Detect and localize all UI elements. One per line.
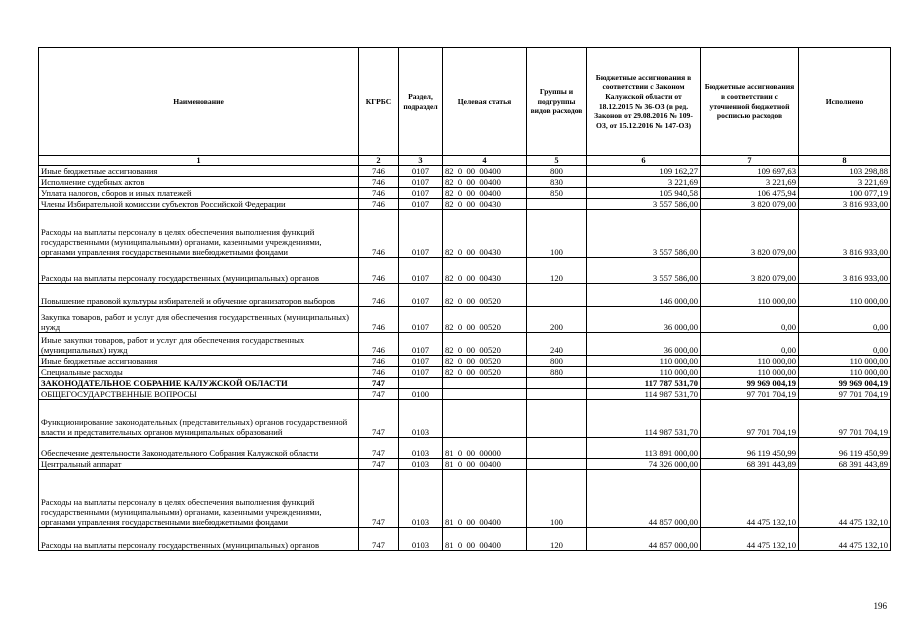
column-number: 1	[39, 156, 359, 166]
cell-section: 0107	[399, 166, 443, 177]
cell-law: 3 557 586,00	[587, 258, 701, 284]
cell-plan: 99 969 004,19	[701, 378, 799, 389]
cell-law: 74 326 000,00	[587, 459, 701, 470]
cell-done: 44 475 132,10	[799, 470, 891, 528]
cell-group: 100	[527, 210, 587, 258]
table-row	[39, 210, 891, 258]
cell-done: 68 391 443,89	[799, 459, 891, 470]
cell-kgrbs: 746	[359, 333, 399, 356]
cell-plan: 0,00	[701, 307, 799, 333]
column-number: 5	[527, 156, 587, 166]
column-number: 3	[399, 156, 443, 166]
cell-target	[443, 389, 527, 400]
table-row	[39, 307, 891, 333]
cell-law: 105 940,58	[587, 188, 701, 199]
cell-name: Расходы на выплаты персоналу в целях обеспечения выполнения функций государственными (муниципальными) органами, казенными учреждениями, органами управления государственными внебюджетными фондами	[39, 470, 359, 528]
cell-plan: 3 820 079,00	[701, 258, 799, 284]
cell-plan: 97 701 704,19	[701, 400, 799, 438]
table-row	[39, 367, 891, 378]
cell-law: 110 000,00	[587, 356, 701, 367]
cell-target: 82 0 00 00430	[443, 199, 527, 210]
cell-section: 0107	[399, 356, 443, 367]
cell-law: 114 987 531,70	[587, 400, 701, 438]
cell-done: 110 000,00	[799, 356, 891, 367]
table-row	[39, 528, 891, 551]
column-number: 6	[587, 156, 701, 166]
cell-name: Обеспечение деятельности Законодательного Собрания Калужской области	[39, 438, 359, 459]
table-row	[39, 438, 891, 459]
column-number: 7	[701, 156, 799, 166]
cell-kgrbs: 747	[359, 400, 399, 438]
table-row	[39, 459, 891, 470]
cell-law: 44 857 000,00	[587, 528, 701, 551]
table-row	[39, 400, 891, 438]
cell-done: 100 077,19	[799, 188, 891, 199]
cell-name: Расходы на выплаты персоналу в целях обеспечения выполнения функций государственными (муниципальными) органами, казенными учреждениями, органами управления государственными внебюджетными фондами	[39, 210, 359, 258]
cell-group: 830	[527, 177, 587, 188]
cell-section: 0103	[399, 459, 443, 470]
column-number-row	[39, 156, 891, 166]
cell-plan: 97 701 704,19	[701, 389, 799, 400]
page-number: 196	[873, 601, 887, 611]
cell-name: Функционирование законодательных (представительных) органов государственной власти и представительных органов муниципальных образований	[39, 400, 359, 438]
table-row	[39, 470, 891, 528]
cell-done: 3 816 933,00	[799, 199, 891, 210]
cell-law: 109 162,27	[587, 166, 701, 177]
header-plan-allocations: Бюджетные ассигнования в соответствии с уточненной бюджетной росписью расходов	[701, 48, 799, 156]
cell-name: Закупка товаров, работ и услуг для обеспечения государственных (муниципальных) нужд	[39, 307, 359, 333]
cell-group	[527, 199, 587, 210]
cell-law: 36 000,00	[587, 307, 701, 333]
cell-group	[527, 389, 587, 400]
cell-section: 0103	[399, 470, 443, 528]
cell-name: Иные бюджетные ассигнования	[39, 166, 359, 177]
cell-section	[399, 378, 443, 389]
cell-law: 3 221,69	[587, 177, 701, 188]
cell-section: 0107	[399, 333, 443, 356]
cell-kgrbs: 747	[359, 389, 399, 400]
cell-done: 110 000,00	[799, 367, 891, 378]
cell-group: 880	[527, 367, 587, 378]
cell-group: 200	[527, 307, 587, 333]
cell-law: 113 891 000,00	[587, 438, 701, 459]
column-number: 8	[799, 156, 891, 166]
table-row	[39, 188, 891, 199]
cell-kgrbs: 746	[359, 367, 399, 378]
cell-done: 0,00	[799, 307, 891, 333]
cell-done: 97 701 704,19	[799, 400, 891, 438]
cell-law: 3 557 586,00	[587, 210, 701, 258]
budget-table	[38, 47, 891, 551]
cell-kgrbs: 747	[359, 459, 399, 470]
table-row	[39, 333, 891, 356]
cell-done: 3 816 933,00	[799, 258, 891, 284]
cell-name: Повышение правовой культуры избирателей и обучение организаторов выборов	[39, 284, 359, 307]
cell-section: 0103	[399, 528, 443, 551]
cell-name: ЗАКОНОДАТЕЛЬНОЕ СОБРАНИЕ КАЛУЖСКОЙ ОБЛАСТИ	[39, 378, 359, 389]
cell-target: 82 0 00 00400	[443, 188, 527, 199]
table-row	[39, 378, 891, 389]
cell-plan: 3 820 079,00	[701, 210, 799, 258]
cell-target: 82 0 00 00400	[443, 177, 527, 188]
cell-kgrbs: 746	[359, 258, 399, 284]
header-groups: Группы и подгруппы видов расходов	[527, 48, 587, 156]
cell-section: 0103	[399, 400, 443, 438]
cell-group	[527, 378, 587, 389]
cell-kgrbs: 746	[359, 199, 399, 210]
cell-group: 850	[527, 188, 587, 199]
column-number: 2	[359, 156, 399, 166]
cell-name: Исполнение судебных актов	[39, 177, 359, 188]
cell-target: 82 0 00 00520	[443, 367, 527, 378]
cell-plan: 109 697,63	[701, 166, 799, 177]
cell-name: Расходы на выплаты персоналу государственных (муниципальных) органов	[39, 528, 359, 551]
cell-target: 81 0 00 00400	[443, 528, 527, 551]
cell-plan: 106 475,94	[701, 188, 799, 199]
cell-name: Уплата налогов, сборов и иных платежей	[39, 188, 359, 199]
cell-kgrbs: 746	[359, 307, 399, 333]
cell-done: 3 816 933,00	[799, 210, 891, 258]
cell-section: 0100	[399, 389, 443, 400]
cell-target: 82 0 00 00430	[443, 258, 527, 284]
cell-name: Члены Избирательной комиссии субъектов Российской Федерации	[39, 199, 359, 210]
table-row	[39, 199, 891, 210]
cell-law: 36 000,00	[587, 333, 701, 356]
cell-law: 110 000,00	[587, 367, 701, 378]
table-row	[39, 166, 891, 177]
cell-section: 0107	[399, 367, 443, 378]
cell-name: Иные закупки товаров, работ и услуг для обеспечения государственных (муниципальных) нужд	[39, 333, 359, 356]
cell-section: 0107	[399, 177, 443, 188]
cell-kgrbs: 746	[359, 210, 399, 258]
cell-plan: 3 221,69	[701, 177, 799, 188]
cell-kgrbs: 746	[359, 166, 399, 177]
cell-target	[443, 378, 527, 389]
cell-section: 0107	[399, 284, 443, 307]
cell-law: 44 857 000,00	[587, 470, 701, 528]
cell-plan: 44 475 132,10	[701, 470, 799, 528]
header-section: Раздел, подраздел	[399, 48, 443, 156]
cell-done: 0,00	[799, 333, 891, 356]
cell-kgrbs: 747	[359, 378, 399, 389]
cell-group: 240	[527, 333, 587, 356]
header-executed: Исполнено	[799, 48, 891, 156]
cell-plan: 110 000,00	[701, 356, 799, 367]
cell-law: 146 000,00	[587, 284, 701, 307]
cell-group	[527, 400, 587, 438]
cell-section: 0107	[399, 199, 443, 210]
cell-section: 0107	[399, 258, 443, 284]
cell-name: Иные бюджетные ассигнования	[39, 356, 359, 367]
cell-group: 120	[527, 528, 587, 551]
cell-kgrbs: 746	[359, 356, 399, 367]
cell-group: 800	[527, 356, 587, 367]
cell-plan: 68 391 443,89	[701, 459, 799, 470]
header-law-allocations: Бюджетные ассигнования в соответствии с Законом Калужской области от 18.12.2015 № 36-ОЗ (в ред. Законов от 29.08.2016 № 109-ОЗ, от 15.12.2016 № 147-ОЗ)	[587, 48, 701, 156]
cell-group	[527, 284, 587, 307]
header-kgrbs: КГРБС	[359, 48, 399, 156]
cell-target: 81 0 00 00400	[443, 459, 527, 470]
cell-kgrbs: 747	[359, 438, 399, 459]
column-number: 4	[443, 156, 527, 166]
cell-section: 0107	[399, 307, 443, 333]
cell-name: Центральный аппарат	[39, 459, 359, 470]
header-row	[39, 48, 891, 156]
table-row	[39, 177, 891, 188]
cell-target: 82 0 00 00520	[443, 307, 527, 333]
cell-done: 110 000,00	[799, 284, 891, 307]
cell-target: 82 0 00 00520	[443, 356, 527, 367]
cell-done: 97 701 704,19	[799, 389, 891, 400]
table-row	[39, 284, 891, 307]
cell-target: 82 0 00 00400	[443, 166, 527, 177]
cell-plan: 110 000,00	[701, 367, 799, 378]
table-row	[39, 389, 891, 400]
header-target: Целевая статья	[443, 48, 527, 156]
cell-target: 82 0 00 00430	[443, 210, 527, 258]
cell-section: 0107	[399, 210, 443, 258]
cell-done: 96 119 450,99	[799, 438, 891, 459]
cell-group: 100	[527, 470, 587, 528]
cell-law: 114 987 531,70	[587, 389, 701, 400]
cell-section: 0107	[399, 188, 443, 199]
cell-done: 99 969 004,19	[799, 378, 891, 389]
cell-target	[443, 400, 527, 438]
cell-section: 0103	[399, 438, 443, 459]
cell-kgrbs: 746	[359, 284, 399, 307]
cell-law: 3 557 586,00	[587, 199, 701, 210]
cell-group	[527, 438, 587, 459]
cell-done: 103 298,88	[799, 166, 891, 177]
cell-target: 81 0 00 00400	[443, 470, 527, 528]
cell-group	[527, 459, 587, 470]
cell-name: ОБЩЕГОСУДАРСТВЕННЫЕ ВОПРОСЫ	[39, 389, 359, 400]
cell-plan: 96 119 450,99	[701, 438, 799, 459]
cell-target: 81 0 00 00000	[443, 438, 527, 459]
cell-name: Расходы на выплаты персоналу государственных (муниципальных) органов	[39, 258, 359, 284]
cell-done: 44 475 132,10	[799, 528, 891, 551]
cell-group: 800	[527, 166, 587, 177]
cell-group: 120	[527, 258, 587, 284]
cell-kgrbs: 747	[359, 528, 399, 551]
cell-plan: 110 000,00	[701, 284, 799, 307]
cell-kgrbs: 746	[359, 177, 399, 188]
cell-plan: 3 820 079,00	[701, 199, 799, 210]
cell-law: 117 787 531,70	[587, 378, 701, 389]
cell-target: 82 0 00 00520	[443, 284, 527, 307]
cell-name: Специальные расходы	[39, 367, 359, 378]
cell-kgrbs: 746	[359, 188, 399, 199]
table-row	[39, 258, 891, 284]
cell-target: 82 0 00 00520	[443, 333, 527, 356]
table-row	[39, 356, 891, 367]
cell-kgrbs: 747	[359, 470, 399, 528]
cell-plan: 0,00	[701, 333, 799, 356]
cell-done: 3 221,69	[799, 177, 891, 188]
header-name: Наименование	[39, 48, 359, 156]
cell-plan: 44 475 132,10	[701, 528, 799, 551]
